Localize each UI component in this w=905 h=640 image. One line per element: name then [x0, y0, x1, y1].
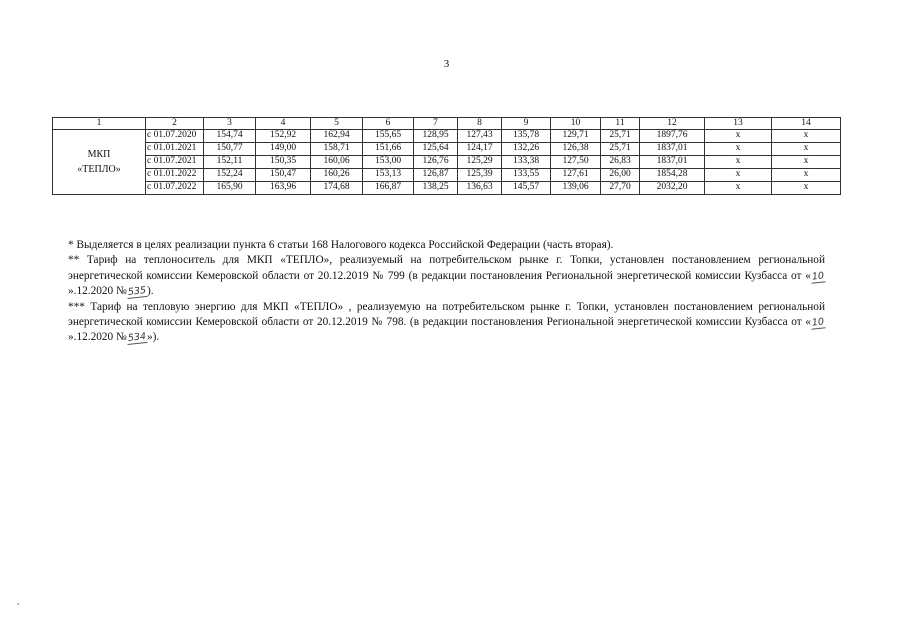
value-cell: 132,26 — [502, 143, 551, 156]
period-cell: с 01.07.2020 — [146, 130, 204, 143]
column-header: 1 — [53, 118, 146, 130]
value-cell: 145,57 — [502, 182, 551, 195]
footnote-heat-end: »). — [146, 331, 160, 344]
value-cell: 127,50 — [551, 156, 601, 169]
footnote-vat: * Выделяется в целях реализации пункта 6 статьи 168 Налогового кодекса Российской Федерации (часть вторая). — [68, 239, 614, 251]
value-cell: 163,96 — [256, 182, 311, 195]
value-cell: 174,68 — [311, 182, 363, 195]
value-cell: х — [705, 182, 772, 195]
value-cell: 125,29 — [458, 156, 502, 169]
period-cell: с 01.07.2021 — [146, 156, 204, 169]
column-header: 8 — [458, 118, 502, 130]
organization-name: МКП — [87, 148, 111, 160]
footnote-coolant-text: ** Тариф на теплоноситель для МКП «ТЕПЛО», реализуемый на потребительском рынке г. Топки, установлен постановлением региональной энергетической комиссии Кемеровской области от 20.12.2019 № 799 (в редакции постановления Региональной энергетической комиссии Кузбасса от « — [68, 254, 825, 282]
column-header: 2 — [146, 118, 204, 130]
handwritten-number: 534 — [127, 331, 147, 345]
value-cell: х — [772, 169, 841, 182]
value-cell: 25,71 — [601, 143, 640, 156]
value-cell: 155,65 — [363, 130, 414, 143]
value-cell: х — [772, 182, 841, 195]
handwritten-day: 10 — [811, 316, 825, 329]
value-cell: 133,38 — [502, 156, 551, 169]
footnote-coolant-end: ). — [146, 285, 154, 298]
tariff-table — [52, 117, 841, 195]
period-cell: с 01.07.2022 — [146, 182, 204, 195]
period-cell: с 01.01.2022 — [146, 169, 204, 182]
column-header: 7 — [414, 118, 458, 130]
page-number: 3 — [443, 58, 450, 70]
value-cell: 152,11 — [204, 156, 256, 169]
value-cell: 128,95 — [414, 130, 458, 143]
value-cell: 166,87 — [363, 182, 414, 195]
period-cell: с 01.01.2021 — [146, 143, 204, 156]
organization-quoted-name: «ТЕПЛО» — [77, 164, 121, 175]
value-cell: 1837,01 — [640, 156, 705, 169]
value-cell: 150,77 — [204, 143, 256, 156]
header-row — [53, 118, 841, 130]
value-cell: 165,90 — [204, 182, 256, 195]
value-cell: 154,74 — [204, 130, 256, 143]
value-cell: 126,38 — [551, 143, 601, 156]
table-row — [53, 169, 841, 182]
table-row — [53, 143, 841, 156]
value-cell: 150,47 — [256, 169, 311, 182]
value-cell: 152,92 — [256, 130, 311, 143]
column-header: 11 — [601, 118, 640, 130]
value-cell: 160,26 — [311, 169, 363, 182]
value-cell: 136,63 — [458, 182, 502, 195]
value-cell: 27,70 — [601, 182, 640, 195]
table-row — [53, 130, 841, 143]
value-cell: х — [705, 156, 772, 169]
column-header: 13 — [705, 118, 772, 130]
value-cell: 1854,28 — [640, 169, 705, 182]
footnotes — [68, 238, 825, 346]
value-cell: 153,13 — [363, 169, 414, 182]
footnote-coolant-tariff — [68, 253, 825, 299]
value-cell: х — [705, 130, 772, 143]
footnote-heat-date: ».12.2020 № — [68, 331, 127, 344]
scan-speck — [17, 603, 19, 605]
table-row — [53, 156, 841, 169]
value-cell: 160,06 — [311, 156, 363, 169]
value-cell: 125,39 — [458, 169, 502, 182]
value-cell: х — [772, 143, 841, 156]
value-cell: 133,55 — [502, 169, 551, 182]
value-cell: 152,24 — [204, 169, 256, 182]
handwritten-day: 10 — [811, 270, 825, 283]
column-header: 14 — [772, 118, 841, 130]
value-cell: 2032,20 — [640, 182, 705, 195]
value-cell: 126,87 — [414, 169, 458, 182]
handwritten-number: 535 — [127, 285, 147, 299]
value-cell: 151,66 — [363, 143, 414, 156]
column-header: 5 — [311, 118, 363, 130]
value-cell: 1837,01 — [640, 143, 705, 156]
value-cell: 150,35 — [256, 156, 311, 169]
footnote-coolant-date: ».12.2020 № — [68, 285, 127, 298]
value-cell: 149,00 — [256, 143, 311, 156]
footnote-heat-text: *** Тариф на тепловую энергию для МКП «ТЕПЛО» , реализуемую на потребительском рынке г. Топки, установлен постановлением региональной энергетической комиссии Кемеровской области от 20.12.2019 № 798. (в редакции постановления Региональной энергетической комиссии Кузбасса от « — [68, 300, 825, 329]
value-cell: 127,61 — [551, 169, 601, 182]
footnote-heat-tariff — [68, 300, 825, 346]
value-cell: х — [705, 169, 772, 182]
value-cell: 1897,76 — [640, 130, 705, 143]
column-header: 12 — [640, 118, 705, 130]
value-cell: 124,17 — [458, 143, 502, 156]
value-cell: 135,78 — [502, 130, 551, 143]
value-cell: 25,71 — [601, 130, 640, 143]
value-cell: 129,71 — [551, 130, 601, 143]
value-cell: х — [705, 143, 772, 156]
column-header: 3 — [204, 118, 256, 130]
value-cell: 158,71 — [311, 143, 363, 156]
value-cell: 125,64 — [414, 143, 458, 156]
column-header: 4 — [256, 118, 311, 130]
value-cell: 138,25 — [414, 182, 458, 195]
value-cell: 26,83 — [601, 156, 640, 169]
value-cell: 26,00 — [601, 169, 640, 182]
column-header: 10 — [551, 118, 601, 130]
value-cell: 127,43 — [458, 130, 502, 143]
organization-cell — [53, 130, 146, 195]
value-cell: х — [772, 130, 841, 143]
column-header: 6 — [363, 118, 414, 130]
table-row — [53, 182, 841, 195]
value-cell: х — [772, 156, 841, 169]
value-cell: 162,94 — [311, 130, 363, 143]
value-cell: 153,00 — [363, 156, 414, 169]
column-header: 9 — [502, 118, 551, 130]
value-cell: 126,76 — [414, 156, 458, 169]
value-cell: 139,06 — [551, 182, 601, 195]
